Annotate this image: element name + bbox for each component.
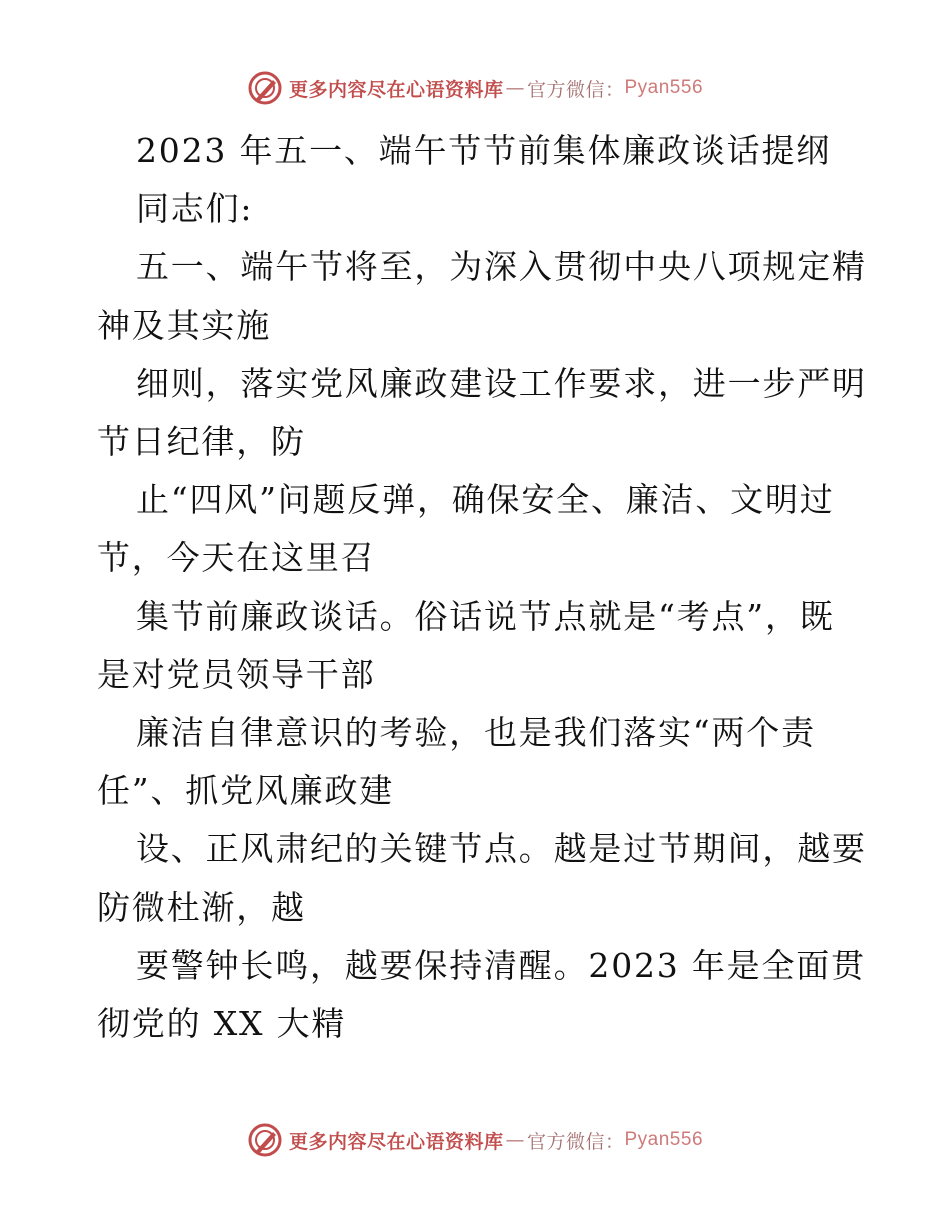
doc-line: 任”、抓党风廉政建	[97, 771, 395, 811]
document-body	[97, 122, 867, 1053]
doc-line: 同志们:	[136, 189, 254, 229]
doc-line: 细则，落实党风廉政建设工作要求，进一步严明	[136, 363, 867, 403]
watermark-wechat-id: Pyan556	[624, 1129, 704, 1150]
doc-line: 止“四风”问题反弹，确保安全、廉洁、文明过	[136, 480, 835, 520]
doc-line: 廉洁自律意识的考验，也是我们落实“两个责	[136, 713, 816, 753]
doc-line: 节，今天在这里召	[97, 538, 376, 578]
doc-line: 防微杜渐，越	[97, 887, 306, 927]
watermark-wechat-id: Pyan556	[624, 77, 704, 98]
doc-line: 五一、端午节将至，为深入贯彻中央八项规定精	[136, 247, 867, 287]
footer-watermark	[0, 1122, 950, 1158]
doc-line: 节日纪律，防	[97, 422, 306, 462]
doc-line: 彻党的 XX 大精	[97, 1004, 347, 1044]
doc-line: 是对党员领导干部	[97, 654, 376, 694]
watermark-separator: —	[505, 77, 525, 99]
doc-line: 神及其实施	[97, 305, 271, 345]
doc-line: 集节前廉政谈话。俗话说节点就是“考点”，既	[136, 596, 835, 636]
doc-line: 要警钟长鸣，越要保持清醒。2023 年是全面贯	[136, 945, 866, 985]
watermark-brand: 更多内容尽在心语资料库	[288, 1130, 504, 1153]
doc-line: 2023 年五一、端午节节前集体廉政谈话提纲	[136, 131, 832, 170]
watermark-separator: —	[505, 1129, 525, 1151]
watermark-label: 官方微信：	[526, 1130, 625, 1153]
doc-line: 设、正风肃纪的关键节点。越是过节期间，越要	[136, 829, 867, 869]
header-watermark	[0, 70, 950, 106]
watermark-brand: 更多内容尽在心语资料库	[288, 78, 504, 101]
brand-logo-icon	[247, 70, 283, 106]
brand-logo-icon	[247, 1122, 283, 1158]
watermark-label: 官方微信：	[526, 78, 625, 101]
